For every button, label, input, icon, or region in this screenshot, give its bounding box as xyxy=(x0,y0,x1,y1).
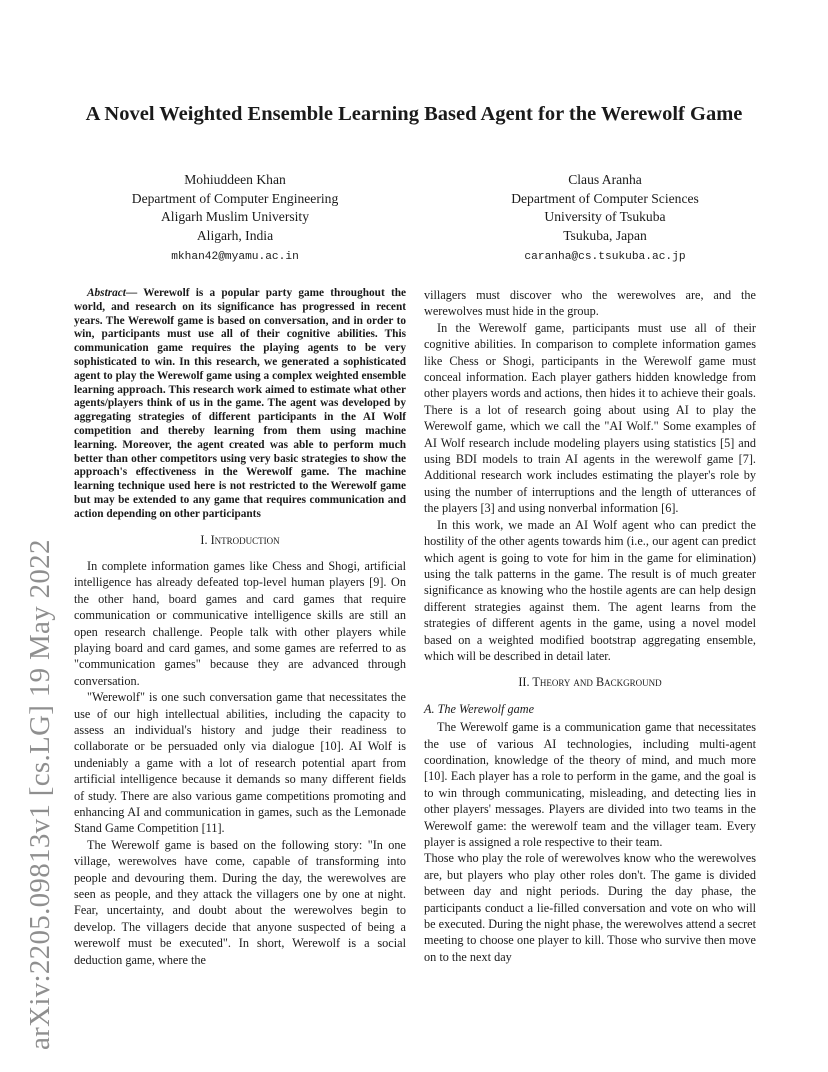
paragraph: The Werewolf game is based on the following story: "In one village, werewolves have come, capable of transforming into people and devouring them. During the day, the werewolves are seen as people, and they attack the villagers one by one at night. Fear, uncertainty, and doubt about the werewolves begin to develop. The villagers decide that anyone suspected of being a werewolf must be executed". In short, Werewolf is a social deduction game, where the xyxy=(74,837,406,967)
paragraph: In this work, we made an AI Wolf agent who can predict the hostility of the other agents towards him (i.e., our agent can predict which agent is going to vote for him in the game for elimination) using the talk patterns in the game. The result is of much greater significance as knowing who the hostile agents are can help design different strategies against them. The agent learns from the strategies of different agents in the game, using a novel model based on a weighted modified bootstrap aggregating ensemble, which will be described in detail later. xyxy=(424,517,756,663)
author-name: Mohiuddeen Khan xyxy=(184,172,286,187)
right-column xyxy=(424,287,756,965)
author-location: Tsukuba, Japan xyxy=(563,227,647,243)
abstract-label: Abstract xyxy=(87,287,126,299)
author-location: Aligarh, India xyxy=(196,227,274,243)
author-university: Aligarh Muslim University xyxy=(160,209,309,224)
author-department: Department of Computer Sciences xyxy=(511,190,699,206)
subsection-heading: A. The Werewolf game xyxy=(424,701,535,716)
paragraph: The Werewolf game is a communication game that necessitates the use of various AI technologies, including multi-agent coordination, knowledge of the theory of mind, and much more [10]. Each player has a role to perform in the game, and the goal is to win through communicating, misleading, and detecting lies in other players' messages. Players are divided into two teams in the Werewolf game: the werewolf team and the villager team. Every player is assigned a role respective to their team. xyxy=(424,720,756,849)
left-column xyxy=(74,287,406,968)
paragraph: "Werewolf" is one such conversation game that necessitates the use of our high intellectual abilities, including the capacity to assess an individual's history and judge their readiness to collaborate or be persuaded only via dialogue [10]. AI Wolf is undeniably a game with a lot of research potential apart from artificial intelligence because it demands so many different fields of study. There are also various game competitions promoting and enhancing AI and communication in games, such as the Lemonade Stand Game Competition [11]. xyxy=(74,690,406,836)
abstract: Abstract— Werewolf is a popular party game throughout the world, and research on its significance has progressed in recent years. The Werewolf game is based on conversation, and in order to win, participants must use all of their cognitive abilities. This communication game requires the playing agents to be very sophisticated to win. In this research, we generated a sophisticated agent to play the Werewolf game using a complex weighted ensemble learning approach. This research work aimed to estimate what other agents/players think of us in the game. The agent was developed by aggregating strategies of different participants in the AI Wolf competition and thereby learning from them using machine learning. Moreover, the agent created was able to perform much better than other competitors using very basic strategies to show the approach's effectiveness in the Werewolf game. The machine learning technique used here is not restricted to the Werewolf game but may be extended to any game that requires communication and action depending on other participants xyxy=(74,287,407,520)
section-heading: II. Theory and Background xyxy=(518,675,662,690)
author-email[interactable]: mkhan42@myamu.ac.in xyxy=(171,251,299,263)
section-heading: I. Introduction xyxy=(200,532,280,547)
author-block-1 xyxy=(95,171,375,267)
author-name: Claus Aranha xyxy=(568,172,642,187)
author-university: University of Tsukuba xyxy=(544,209,666,224)
paragraph: Those who play the role of werewolves know who the werewolves are, but players who play other roles don't. The game is divided between day and night periods. During the day phase, the participants conduct a lie-filled conversation and vote on who will be executed. During the night phase, the werewolves attend a secret meeting to choose one player to kill. Those who survive then move on to the next day xyxy=(424,851,756,964)
arxiv-stamp xyxy=(24,539,56,1070)
author-email[interactable]: caranha@cs.tsukuba.ac.jp xyxy=(524,251,686,263)
abstract-text: Werewolf is a popular party game throughout the world, and research on its significance has progressed in recent years. The Werewolf game is based on conversation, and in order to win, participants must use all of their cognitive abilities. This communication game requires the playing agents to be very sophisticated to win. In this research, we generated a sophisticated agent to play the Werewolf game using a complex weighted ensemble learning approach. This research work aimed to estimate what other agents/players think of us in the game. The agent was developed by aggregating strategies of different participants in the AI Wolf competition and thereby learning from them using machine learning. Moreover, the agent created was able to perform much better than other competitors using very basic strategies to show the approach's effectiveness in the Werewolf game. The machine learning technique used here is not restricted to the Werewolf game but may be extended to any game that requires communication and action depending on other participants xyxy=(74,287,407,520)
paragraph: In the Werewolf game, participants must use all of their cognitive abilities. In comparison to complete information games like Chess or Shogi, participants in the Werewolf game must conceal information. Each player gathers hidden knowledge from other players words and actions, then hides it to achieve their goals. There is a lot of research going about using AI to play the Werewolf game, which we call the "AI Wolf." Some examples of AI Wolf research include modeling players using statistics [5] and using BDI models to train AI agents in the werewolf game [7]. Additional research work includes estimating the player's role by using the number of interruptions and the length of utterances of the players [3] and using nonverbal information [6]. xyxy=(424,320,756,516)
arxiv-stamp-text: arXiv:2205.09813v1 [cs.LG] 19 May 2022 xyxy=(24,539,56,1050)
paragraph: In complete information games like Chess and Shogi, artificial intelligence has already defeated top-level human players [9]. On the other hand, board games and card games that require communication or communicative intelligence skills are still an open research challenge. People talk with other players while playing board and card games, and some games are referred to as "communication games" because they are advanced through conversation. xyxy=(74,558,406,688)
author-block-2 xyxy=(470,171,740,267)
paragraph-continuation: villagers must discover who the werewolves are, and the werewolves must hide in the group. xyxy=(424,288,756,319)
paper-title: A Novel Weighted Ensemble Learning Based Agent for the Werewolf Game xyxy=(85,103,743,125)
author-department: Department of Computer Engineering xyxy=(131,190,339,206)
